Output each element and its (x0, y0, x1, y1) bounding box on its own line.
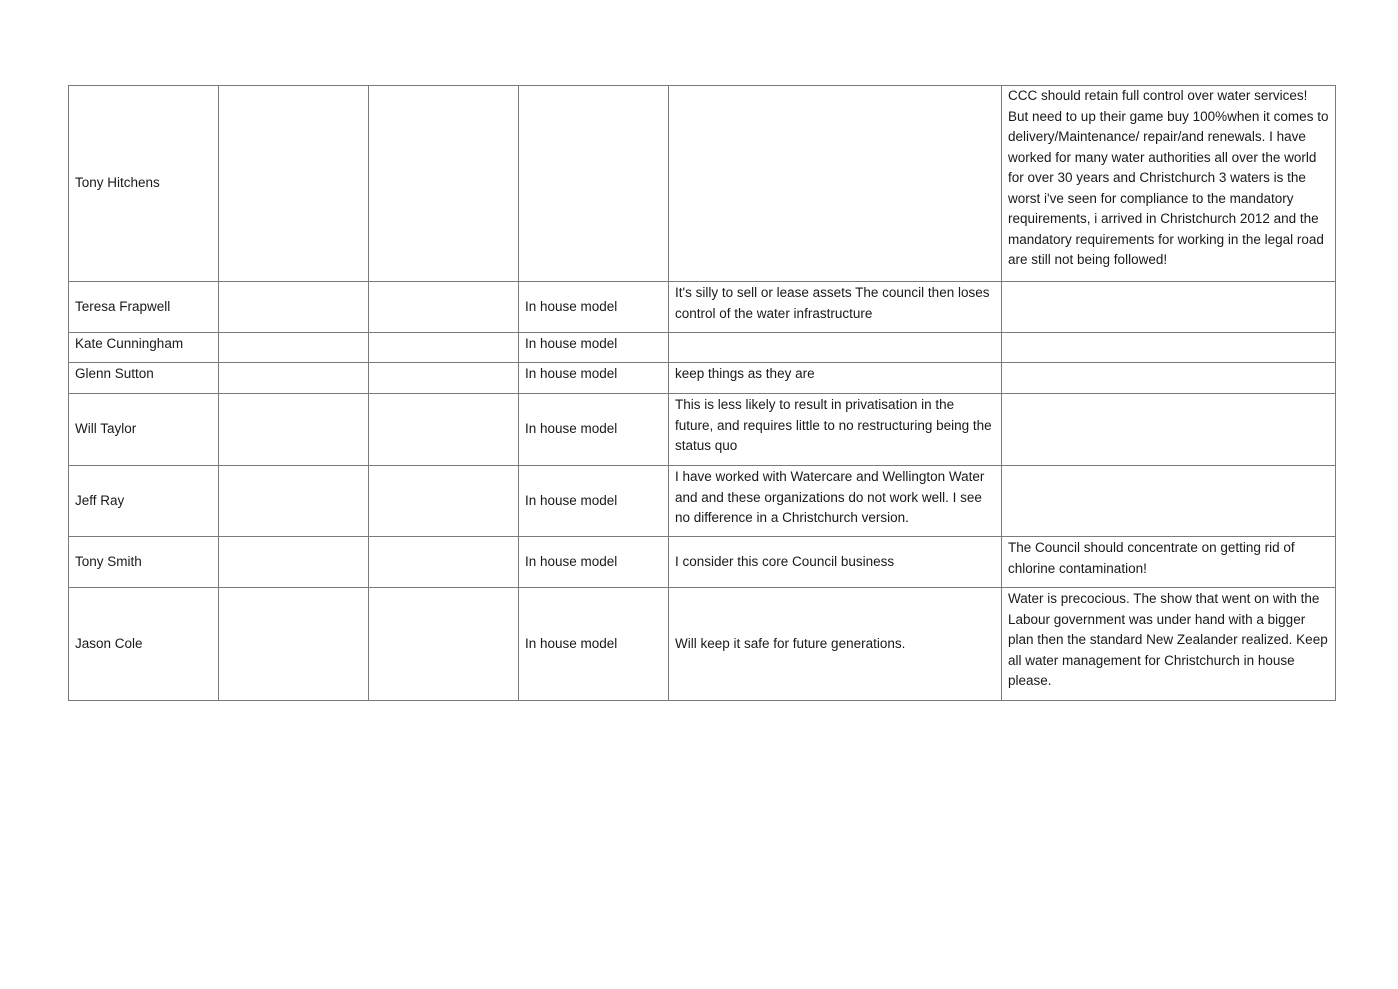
reason-cell (669, 86, 1002, 282)
comment-cell (1002, 333, 1336, 363)
submitter-name-cell: Teresa Frapwell (69, 282, 219, 333)
table-row (69, 363, 1336, 394)
empty-cell (369, 363, 519, 394)
reason-cell: keep things as they are (669, 363, 1002, 394)
table-row (69, 394, 1336, 466)
comment-cell (1002, 394, 1336, 466)
empty-cell (369, 588, 519, 701)
empty-cell (219, 394, 369, 466)
model-cell: In house model (519, 394, 669, 466)
empty-cell (369, 537, 519, 588)
submitter-name-cell: Tony Smith (69, 537, 219, 588)
model-cell: In house model (519, 537, 669, 588)
table-row (69, 282, 1336, 333)
submitter-name-cell: Will Taylor (69, 394, 219, 466)
model-cell: In house model (519, 333, 669, 363)
empty-cell (219, 466, 369, 537)
reason-cell: This is less likely to result in privatisation in the future, and requires little to no restructuring being the status quo (669, 394, 1002, 466)
reason-cell (669, 333, 1002, 363)
table-row (69, 588, 1336, 701)
submissions-table (68, 85, 1336, 701)
empty-cell (219, 588, 369, 701)
reason-cell: It's silly to sell or lease assets The council then loses control of the water infrastructure (669, 282, 1002, 333)
reason-cell: I consider this core Council business (669, 537, 1002, 588)
empty-cell (219, 537, 369, 588)
submitter-name-cell: Jason Cole (69, 588, 219, 701)
comment-cell (1002, 363, 1336, 394)
empty-cell (369, 282, 519, 333)
empty-cell (219, 333, 369, 363)
submitter-name-cell: Glenn Sutton (69, 363, 219, 394)
comment-cell (1002, 466, 1336, 537)
empty-cell (219, 282, 369, 333)
submitter-name-cell: Tony Hitchens (69, 86, 219, 282)
table-row (69, 466, 1336, 537)
table-row (69, 537, 1336, 588)
empty-cell (219, 363, 369, 394)
empty-cell (369, 333, 519, 363)
comment-cell: CCC should retain full control over water services! But need to up their game buy 100%when it comes to delivery/Maintenance/ repair/and renewals. I have worked for many water authorities all over the world for over 30 years and Christchurch 3 waters is the worst i've seen for compliance to the mandatory requirements, i arrived in Christchurch 2012 and the mandatory requirements for working in the legal road are still not being followed! (1002, 86, 1336, 282)
empty-cell (369, 466, 519, 537)
reason-cell: I have worked with Watercare and Wellington Water and and these organizations do not work well. I see no difference in a Christchurch version. (669, 466, 1002, 537)
comment-cell: Water is precocious. The show that went on with the Labour government was under hand with a bigger plan then the standard New Zealander realized. Keep all water management for Christchurch in house please. (1002, 588, 1336, 701)
empty-cell (369, 86, 519, 282)
table-row (69, 333, 1336, 363)
comment-cell: The Council should concentrate on getting rid of chlorine contamination! (1002, 537, 1336, 588)
submitter-name-cell: Kate Cunningham (69, 333, 219, 363)
submitter-name-cell: Jeff Ray (69, 466, 219, 537)
table-row (69, 86, 1336, 282)
model-cell: In house model (519, 466, 669, 537)
comment-cell (1002, 282, 1336, 333)
model-cell: In house model (519, 282, 669, 333)
model-cell (519, 86, 669, 282)
reason-cell: Will keep it safe for future generations. (669, 588, 1002, 701)
empty-cell (219, 86, 369, 282)
model-cell: In house model (519, 363, 669, 394)
empty-cell (369, 394, 519, 466)
model-cell: In house model (519, 588, 669, 701)
